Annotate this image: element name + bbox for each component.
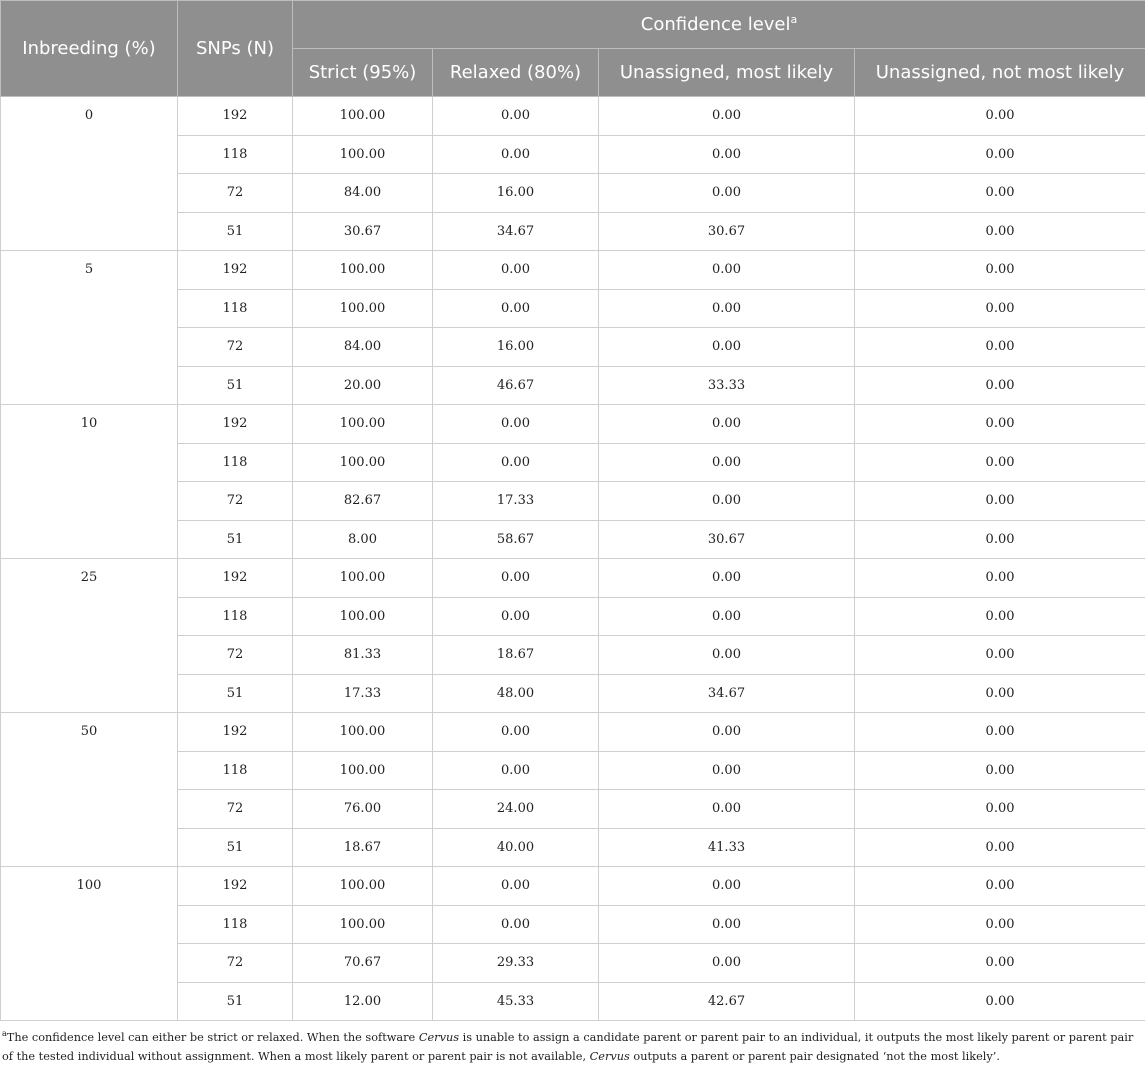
strict-cell: 20.00 bbox=[293, 366, 433, 405]
unassigned-not-most-likely-cell: 0.00 bbox=[855, 751, 1145, 790]
table-body bbox=[1, 97, 1145, 1021]
unassigned-most-likely-cell: 0.00 bbox=[599, 867, 855, 906]
footnote-marker: a bbox=[791, 13, 798, 26]
header-inbreeding: Inbreeding (%) bbox=[1, 1, 178, 97]
snps-cell: 51 bbox=[178, 674, 293, 713]
strict-cell: 82.67 bbox=[293, 482, 433, 521]
unassigned-most-likely-cell: 0.00 bbox=[599, 174, 855, 213]
relaxed-cell: 34.67 bbox=[433, 212, 599, 251]
unassigned-not-most-likely-cell: 0.00 bbox=[855, 790, 1145, 829]
snps-cell: 192 bbox=[178, 713, 293, 752]
header-unassigned-not-most-likely: Unassigned, not most likely bbox=[855, 49, 1145, 97]
snps-cell: 118 bbox=[178, 289, 293, 328]
header-relaxed: Relaxed (80%) bbox=[433, 49, 599, 97]
footnote-text-2: is unable to assign a candidate parent or parent pair to an individual, it outputs the most likely parent or parent pair of the tested individual without assignment. When a most likely parent or parent pair is not available, bbox=[2, 1031, 1133, 1063]
relaxed-cell: 17.33 bbox=[433, 482, 599, 521]
snps-cell: 118 bbox=[178, 597, 293, 636]
unassigned-not-most-likely-cell: 0.00 bbox=[855, 97, 1145, 136]
unassigned-not-most-likely-cell: 0.00 bbox=[855, 251, 1145, 290]
snps-cell: 51 bbox=[178, 828, 293, 867]
unassigned-not-most-likely-cell: 0.00 bbox=[855, 328, 1145, 367]
relaxed-cell: 18.67 bbox=[433, 636, 599, 675]
strict-cell: 84.00 bbox=[293, 174, 433, 213]
footnote-text-3: outputs a parent or parent pair designated ‘not the most likely’. bbox=[630, 1050, 1000, 1063]
unassigned-most-likely-cell: 0.00 bbox=[599, 135, 855, 174]
strict-cell: 100.00 bbox=[293, 289, 433, 328]
relaxed-cell: 0.00 bbox=[433, 97, 599, 136]
unassigned-not-most-likely-cell: 0.00 bbox=[855, 135, 1145, 174]
strict-cell: 76.00 bbox=[293, 790, 433, 829]
table-footnote bbox=[0, 1021, 1145, 1066]
strict-cell: 100.00 bbox=[293, 443, 433, 482]
relaxed-cell: 46.67 bbox=[433, 366, 599, 405]
strict-cell: 12.00 bbox=[293, 982, 433, 1021]
table-row bbox=[1, 867, 1145, 906]
unassigned-most-likely-cell: 0.00 bbox=[599, 636, 855, 675]
snps-cell: 51 bbox=[178, 212, 293, 251]
snps-cell: 192 bbox=[178, 867, 293, 906]
table-row bbox=[1, 713, 1145, 752]
relaxed-cell: 24.00 bbox=[433, 790, 599, 829]
inbreeding-cell: 5 bbox=[1, 251, 178, 405]
snps-cell: 118 bbox=[178, 905, 293, 944]
strict-cell: 100.00 bbox=[293, 559, 433, 598]
unassigned-most-likely-cell: 41.33 bbox=[599, 828, 855, 867]
unassigned-most-likely-cell: 0.00 bbox=[599, 713, 855, 752]
strict-cell: 100.00 bbox=[293, 597, 433, 636]
strict-cell: 81.33 bbox=[293, 636, 433, 675]
unassigned-most-likely-cell: 0.00 bbox=[599, 944, 855, 983]
unassigned-not-most-likely-cell: 0.00 bbox=[855, 482, 1145, 521]
table-row bbox=[1, 405, 1145, 444]
relaxed-cell: 0.00 bbox=[433, 251, 599, 290]
unassigned-most-likely-cell: 0.00 bbox=[599, 328, 855, 367]
strict-cell: 70.67 bbox=[293, 944, 433, 983]
unassigned-most-likely-cell: 0.00 bbox=[599, 289, 855, 328]
unassigned-most-likely-cell: 30.67 bbox=[599, 212, 855, 251]
snps-cell: 192 bbox=[178, 559, 293, 598]
unassigned-not-most-likely-cell: 0.00 bbox=[855, 212, 1145, 251]
unassigned-most-likely-cell: 33.33 bbox=[599, 366, 855, 405]
snps-cell: 51 bbox=[178, 366, 293, 405]
strict-cell: 84.00 bbox=[293, 328, 433, 367]
strict-cell: 18.67 bbox=[293, 828, 433, 867]
header-strict: Strict (95%) bbox=[293, 49, 433, 97]
strict-cell: 100.00 bbox=[293, 713, 433, 752]
relaxed-cell: 29.33 bbox=[433, 944, 599, 983]
unassigned-not-most-likely-cell: 0.00 bbox=[855, 366, 1145, 405]
unassigned-not-most-likely-cell: 0.00 bbox=[855, 520, 1145, 559]
strict-cell: 100.00 bbox=[293, 97, 433, 136]
footnote-text-1: The confidence level can either be strict or relaxed. When the software bbox=[7, 1031, 419, 1044]
inbreeding-cell: 10 bbox=[1, 405, 178, 559]
header-confidence-level bbox=[293, 1, 1145, 49]
relaxed-cell: 0.00 bbox=[433, 751, 599, 790]
relaxed-cell: 0.00 bbox=[433, 867, 599, 906]
snps-cell: 118 bbox=[178, 443, 293, 482]
footnote-software-name: Cervus bbox=[590, 1050, 630, 1063]
inbreeding-cell: 25 bbox=[1, 559, 178, 713]
unassigned-most-likely-cell: 0.00 bbox=[599, 597, 855, 636]
unassigned-not-most-likely-cell: 0.00 bbox=[855, 174, 1145, 213]
unassigned-most-likely-cell: 0.00 bbox=[599, 443, 855, 482]
relaxed-cell: 45.33 bbox=[433, 982, 599, 1021]
unassigned-most-likely-cell: 0.00 bbox=[599, 751, 855, 790]
relaxed-cell: 48.00 bbox=[433, 674, 599, 713]
relaxed-cell: 58.67 bbox=[433, 520, 599, 559]
snps-cell: 192 bbox=[178, 97, 293, 136]
relaxed-cell: 0.00 bbox=[433, 559, 599, 598]
unassigned-most-likely-cell: 30.67 bbox=[599, 520, 855, 559]
snps-cell: 192 bbox=[178, 405, 293, 444]
relaxed-cell: 0.00 bbox=[433, 135, 599, 174]
unassigned-most-likely-cell: 0.00 bbox=[599, 905, 855, 944]
relaxed-cell: 0.00 bbox=[433, 905, 599, 944]
snps-cell: 72 bbox=[178, 328, 293, 367]
snps-cell: 118 bbox=[178, 751, 293, 790]
strict-cell: 100.00 bbox=[293, 905, 433, 944]
strict-cell: 100.00 bbox=[293, 251, 433, 290]
unassigned-not-most-likely-cell: 0.00 bbox=[855, 559, 1145, 598]
strict-cell: 100.00 bbox=[293, 751, 433, 790]
strict-cell: 17.33 bbox=[293, 674, 433, 713]
table-row bbox=[1, 559, 1145, 598]
inbreeding-cell: 50 bbox=[1, 713, 178, 867]
unassigned-not-most-likely-cell: 0.00 bbox=[855, 443, 1145, 482]
snps-cell: 72 bbox=[178, 636, 293, 675]
unassigned-not-most-likely-cell: 0.00 bbox=[855, 713, 1145, 752]
strict-cell: 8.00 bbox=[293, 520, 433, 559]
table-row bbox=[1, 251, 1145, 290]
footnote-software-name: Cervus bbox=[419, 1031, 459, 1044]
snps-cell: 72 bbox=[178, 944, 293, 983]
inbreeding-cell: 100 bbox=[1, 867, 178, 1021]
unassigned-not-most-likely-cell: 0.00 bbox=[855, 674, 1145, 713]
snps-cell: 51 bbox=[178, 520, 293, 559]
relaxed-cell: 0.00 bbox=[433, 289, 599, 328]
relaxed-cell: 0.00 bbox=[433, 597, 599, 636]
unassigned-not-most-likely-cell: 0.00 bbox=[855, 982, 1145, 1021]
relaxed-cell: 0.00 bbox=[433, 405, 599, 444]
snps-cell: 72 bbox=[178, 174, 293, 213]
unassigned-most-likely-cell: 34.67 bbox=[599, 674, 855, 713]
snps-cell: 192 bbox=[178, 251, 293, 290]
unassigned-not-most-likely-cell: 0.00 bbox=[855, 905, 1145, 944]
unassigned-not-most-likely-cell: 0.00 bbox=[855, 944, 1145, 983]
inbreeding-cell: 0 bbox=[1, 97, 178, 251]
header-unassigned-most-likely: Unassigned, most likely bbox=[599, 49, 855, 97]
relaxed-cell: 16.00 bbox=[433, 328, 599, 367]
unassigned-not-most-likely-cell: 0.00 bbox=[855, 636, 1145, 675]
unassigned-not-most-likely-cell: 0.00 bbox=[855, 289, 1145, 328]
unassigned-most-likely-cell: 0.00 bbox=[599, 559, 855, 598]
header-confidence-label: Confidence level bbox=[641, 14, 791, 35]
unassigned-not-most-likely-cell: 0.00 bbox=[855, 597, 1145, 636]
table-row bbox=[1, 97, 1145, 136]
snps-cell: 118 bbox=[178, 135, 293, 174]
header-snps: SNPs (N) bbox=[178, 1, 293, 97]
strict-cell: 100.00 bbox=[293, 867, 433, 906]
unassigned-not-most-likely-cell: 0.00 bbox=[855, 828, 1145, 867]
strict-cell: 30.67 bbox=[293, 212, 433, 251]
unassigned-not-most-likely-cell: 0.00 bbox=[855, 867, 1145, 906]
relaxed-cell: 40.00 bbox=[433, 828, 599, 867]
unassigned-most-likely-cell: 42.67 bbox=[599, 982, 855, 1021]
snps-cell: 51 bbox=[178, 982, 293, 1021]
relaxed-cell: 16.00 bbox=[433, 174, 599, 213]
strict-cell: 100.00 bbox=[293, 135, 433, 174]
unassigned-most-likely-cell: 0.00 bbox=[599, 482, 855, 521]
strict-cell: 100.00 bbox=[293, 405, 433, 444]
footnote-marker-a: a bbox=[2, 1029, 7, 1038]
snps-cell: 72 bbox=[178, 790, 293, 829]
unassigned-most-likely-cell: 0.00 bbox=[599, 790, 855, 829]
table-header bbox=[1, 1, 1145, 97]
relaxed-cell: 0.00 bbox=[433, 713, 599, 752]
unassigned-most-likely-cell: 0.00 bbox=[599, 251, 855, 290]
relaxed-cell: 0.00 bbox=[433, 443, 599, 482]
unassigned-not-most-likely-cell: 0.00 bbox=[855, 405, 1145, 444]
snps-cell: 72 bbox=[178, 482, 293, 521]
unassigned-most-likely-cell: 0.00 bbox=[599, 405, 855, 444]
unassigned-most-likely-cell: 0.00 bbox=[599, 97, 855, 136]
